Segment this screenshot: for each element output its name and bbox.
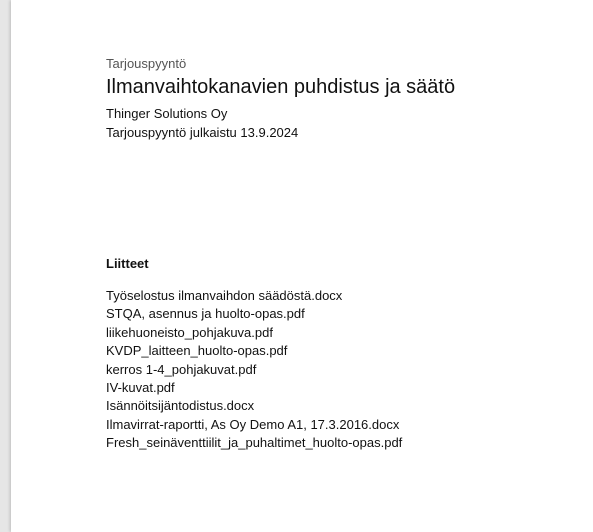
attachment-item: Työselostus ilmanvaihdon säädöstä.docx: [106, 288, 343, 303]
document-title: Ilmanvaihtokanavien puhdistus ja säätö: [106, 76, 456, 98]
document-kicker: Tarjouspyyntö: [106, 56, 187, 71]
page-content: [106, 56, 566, 453]
company-name: Thinger Solutions Oy: [106, 106, 228, 121]
attachment-item: KVDP_laitteen_huolto-opas.pdf: [106, 343, 288, 359]
attachments-list: [106, 287, 566, 453]
attachment-item: Isännöitsijäntodistus.docx: [106, 398, 255, 414]
attachment-item: Ilmavirrat-raportti, As Oy Demo A1, 17.3.2016.docx: [106, 416, 400, 432]
attachment-item: STQA, asennus ja huolto-opas.pdf: [106, 306, 305, 322]
attachment-item: liikehuoneisto_pohjakuva.pdf: [106, 324, 273, 340]
document-page: [11, 0, 593, 532]
attachment-item: Fresh_seinäventtiilit_ja_puhaltimet_huolto-opas.pdf: [106, 435, 403, 451]
attachment-item: kerros 1-4_pohjakuvat.pdf: [106, 361, 257, 377]
attachment-item: IV-kuvat.pdf: [106, 380, 175, 396]
attachments-heading: Liitteet: [106, 256, 149, 271]
publish-date: Tarjouspyyntö julkaistu 13.9.2024: [106, 125, 299, 140]
